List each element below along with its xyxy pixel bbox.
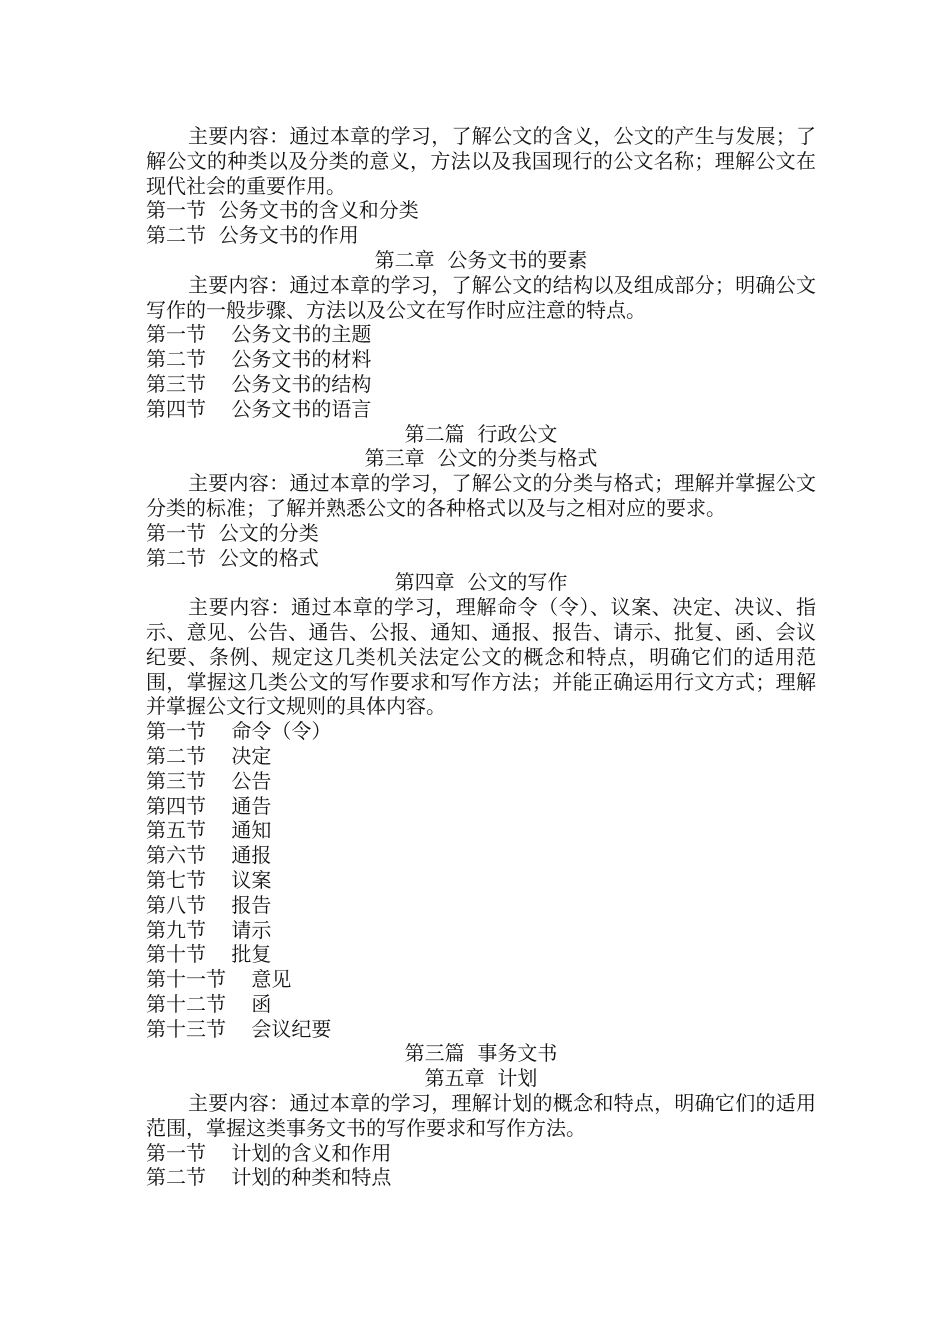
section-line: 第九节 请示 <box>146 917 272 942</box>
chapter-heading: 第三章 公文的分类与格式 <box>364 446 598 471</box>
section-line: 第十三节 会议纪要 <box>146 1016 332 1041</box>
section-line: 第四节 通告 <box>146 793 272 818</box>
section-line: 第四节 公务文书的语言 <box>146 396 372 421</box>
section-line: 第十二节 函 <box>146 991 272 1016</box>
section-line: 第十节 批复 <box>146 942 272 967</box>
section-line: 第二节 决定 <box>146 743 272 768</box>
section-line: 第二节 计划的种类和特点 <box>146 1165 392 1190</box>
chapter3-summary: 主要内容：通过本章的学习，了解公文的分类与格式；理解并掌握公文分类的标准；了解并熟悉公文的各种格式以及与之相对应的要求。 <box>146 471 816 520</box>
chapter4-summary: 主要内容：通过本章的学习，理解命令（令）、议案、决定、决议、指示、意见、公告、通告、公报、通知、通报、报告、请示、批复、函、会议纪要、条例、规定这几类机关法定公文的概念和特点，明确它们的适用范围，掌握这几类公文的写作要求和写作方法；并能正确运用行文方式；理解并掌握公文行文规则的具体内容。 <box>146 595 816 719</box>
section-line: 第一节 公文的分类 <box>146 520 319 545</box>
document-page <box>146 124 816 1190</box>
section-line: 第一节 公务文书的含义和分类 <box>146 198 419 223</box>
section-line: 第五节 通知 <box>146 818 272 843</box>
section-line: 第六节 通报 <box>146 843 272 868</box>
section-line: 第一节 公务文书的主题 <box>146 322 372 347</box>
section-line: 第八节 报告 <box>146 892 272 917</box>
section-line: 第十一节 意见 <box>146 967 292 992</box>
part-heading: 第二篇 行政公文 <box>404 421 558 446</box>
section-line: 第三节 公务文书的结构 <box>146 371 372 396</box>
chapter5-summary: 主要内容：通过本章的学习，理解计划的概念和特点，明确它们的适用范围，掌握这类事务文书的写作要求和写作方法。 <box>146 1091 816 1140</box>
section-line: 第一节 命令（令） <box>146 719 332 744</box>
chapter-heading: 第五章 计划 <box>424 1066 538 1091</box>
chapter1-summary: 主要内容：通过本章的学习，了解公文的含义，公文的产生与发展；了解公文的种类以及分类的意义，方法以及我国现行的公文名称；理解公文在现代社会的重要作用。 <box>146 124 816 198</box>
section-line: 第二节 公务文书的材料 <box>146 347 372 372</box>
section-line: 第一节 计划的含义和作用 <box>146 1140 392 1165</box>
section-line: 第二节 公务文书的作用 <box>146 223 359 248</box>
section-line: 第二节 公文的格式 <box>146 545 319 570</box>
part-heading: 第三篇 事务文书 <box>404 1041 558 1066</box>
section-line: 第七节 议案 <box>146 867 272 892</box>
chapter-heading: 第四章 公文的写作 <box>394 570 568 595</box>
chapter2-summary: 主要内容：通过本章的学习，了解公文的结构以及组成部分；明确公文写作的一般步骤、方法以及公文在写作时应注意的特点。 <box>146 272 816 322</box>
section-line: 第三节 公告 <box>146 768 272 793</box>
chapter-heading: 第二章 公务文书的要素 <box>374 247 588 272</box>
